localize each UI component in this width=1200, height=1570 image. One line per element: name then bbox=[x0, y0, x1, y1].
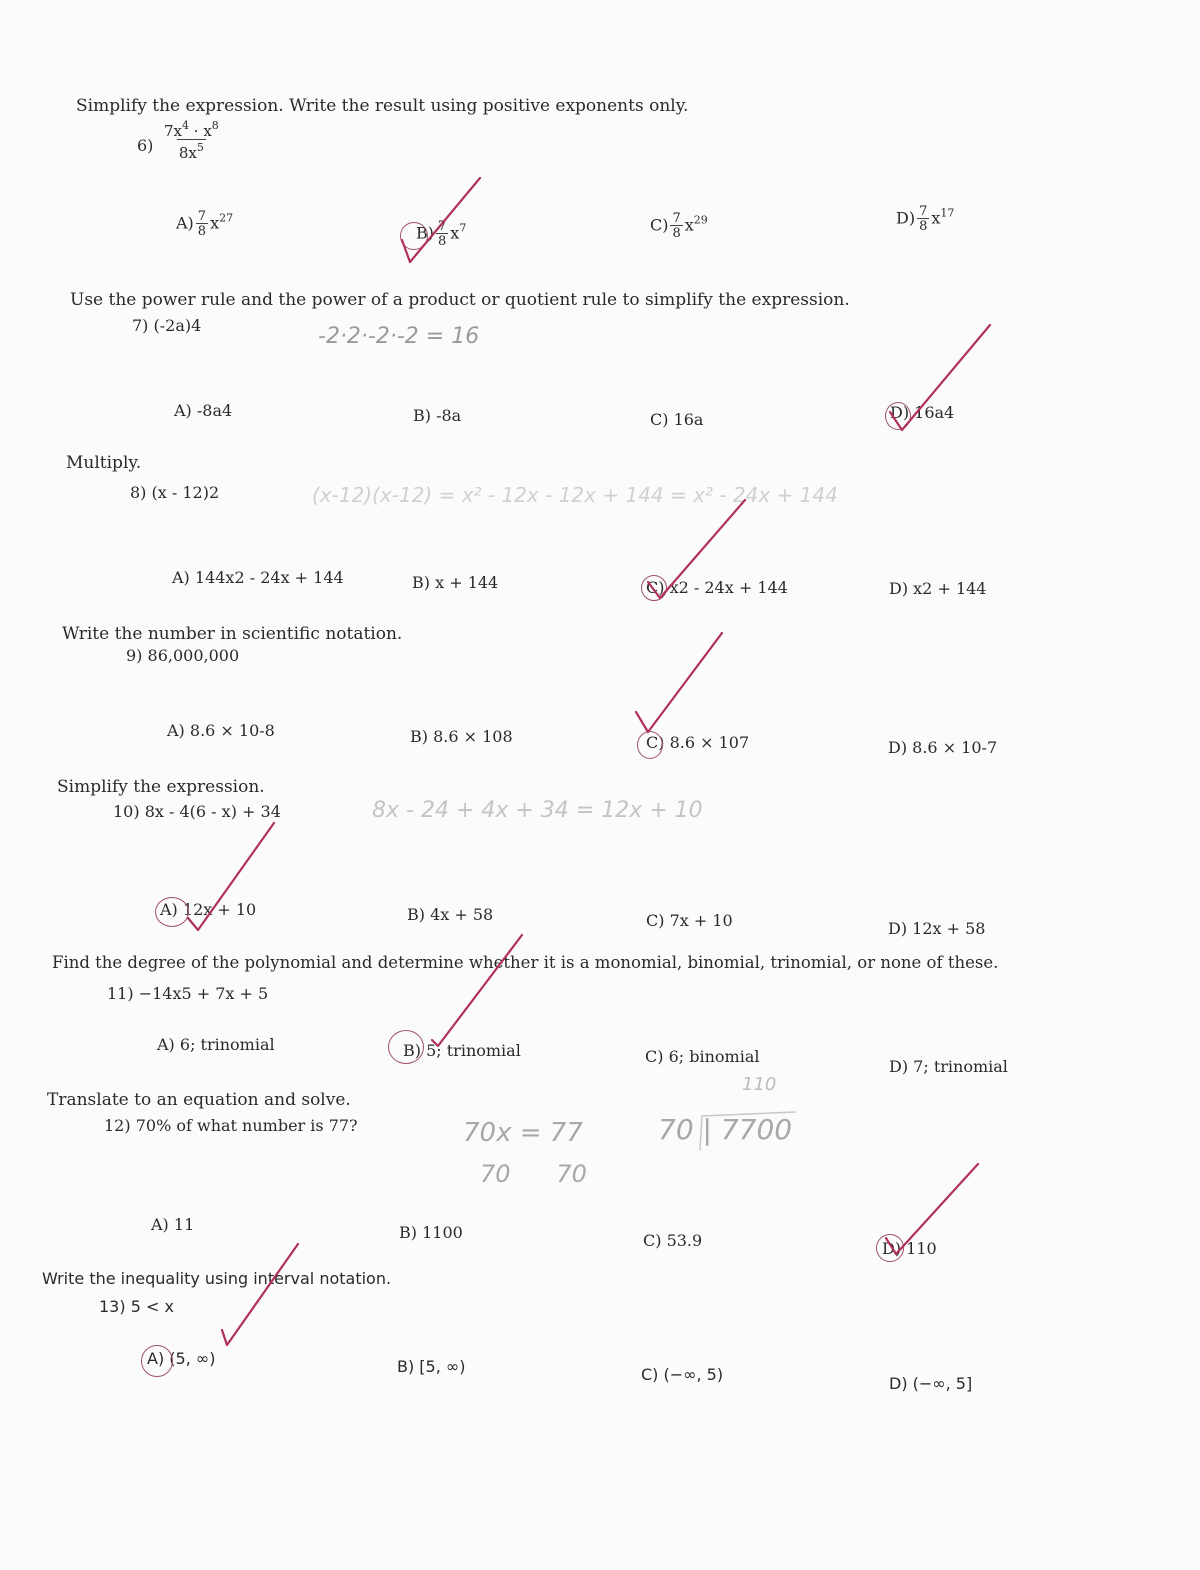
q13-option-d[interactable]: D) (−∞, 5] bbox=[889, 1374, 973, 1393]
q13-prompt: 13) 5 < x bbox=[99, 1297, 174, 1316]
q10-option-a[interactable]: A) 12x + 10 bbox=[160, 900, 257, 919]
q9-checkmark bbox=[636, 633, 722, 732]
q12-option-b[interactable]: B) 1100 bbox=[399, 1223, 463, 1242]
q10-handwritten-work: 8x - 24 + 4x + 34 = 12x + 10 bbox=[372, 798, 703, 823]
q6-number: 6) bbox=[137, 136, 154, 155]
q8-answer-circle bbox=[641, 575, 667, 601]
q10-instruction: Simplify the expression. bbox=[57, 777, 265, 797]
q13-answer-circle bbox=[141, 1345, 173, 1377]
q10-option-b[interactable]: B) 4x + 58 bbox=[407, 905, 494, 924]
q11-instruction: Find the degree of the polynomial and determine whether it is a monomial, binomial, trinomial, or none of these. bbox=[52, 953, 999, 972]
q7-handwritten-work: -2·2·-2·-2 = 16 bbox=[318, 324, 480, 349]
q7-option-a[interactable]: A) -8a4 bbox=[174, 401, 233, 420]
q7-prompt: 7) (-2a)4 bbox=[132, 316, 202, 335]
q9-answer-circle bbox=[637, 731, 663, 759]
q12-answer-circle bbox=[876, 1234, 904, 1262]
q6-instruction: Simplify the expression. Write the result using positive exponents only. bbox=[76, 96, 689, 116]
q9-option-c[interactable]: C) 8.6 × 107 bbox=[646, 733, 750, 752]
q12-prompt: 12) 70% of what number is 77? bbox=[104, 1116, 358, 1135]
q6-option-d[interactable]: D) $\frac{7}{8}$ $x^{17}$ bbox=[896, 204, 955, 234]
q9-instruction: Write the number in scientific notation. bbox=[62, 624, 403, 644]
q7-instruction: Use the power rule and the power of a product or quotient rule to simplify the expression. bbox=[70, 290, 850, 310]
q11-answer-circle bbox=[388, 1030, 424, 1064]
q8-prompt: 8) (x - 12)2 bbox=[130, 483, 220, 502]
q13-instruction: Write the inequality using interval notation. bbox=[42, 1269, 392, 1288]
q13-checkmark bbox=[222, 1244, 298, 1345]
q7-option-d[interactable]: D) 16a4 bbox=[890, 403, 955, 422]
q7-option-b[interactable]: B) -8a bbox=[413, 406, 462, 425]
q9-option-d[interactable]: D) 8.6 × 10-7 bbox=[888, 738, 998, 757]
q11-checkmark bbox=[432, 935, 522, 1046]
q10-option-c[interactable]: C) 7x + 10 bbox=[646, 911, 733, 930]
q13-option-c[interactable]: C) (−∞, 5) bbox=[641, 1365, 724, 1384]
q9-prompt: 9) 86,000,000 bbox=[126, 646, 240, 665]
q8-handwritten-work: (x-12)(x-12) = x² - 12x - 12x + 144 = x² - 24x + 144 bbox=[312, 483, 838, 507]
q12-option-c[interactable]: C) 53.9 bbox=[643, 1231, 703, 1250]
q12-option-a[interactable]: A) 11 bbox=[151, 1215, 195, 1234]
q8-option-b[interactable]: B) x + 144 bbox=[412, 573, 499, 592]
q7-answer-circle bbox=[885, 402, 911, 430]
q11-option-d[interactable]: D) 7; trinomial bbox=[889, 1057, 1008, 1076]
q10-option-d[interactable]: D) 12x + 58 bbox=[888, 919, 986, 938]
q6-option-b[interactable]: B) $\frac{7}{8}$ $x^7$ bbox=[416, 219, 467, 249]
q12-option-d[interactable]: D) 110 bbox=[882, 1239, 937, 1258]
q12-handwritten-equation: 70x = 77 bbox=[463, 1118, 583, 1148]
q11-prompt: 11) −14x5 + 7x + 5 bbox=[107, 984, 269, 1003]
q8-option-a[interactable]: A) 144x2 - 24x + 144 bbox=[172, 568, 344, 587]
q7-option-c[interactable]: C) 16a bbox=[650, 410, 704, 429]
q9-option-b[interactable]: B) 8.6 × 108 bbox=[410, 727, 513, 746]
q8-option-d[interactable]: D) x2 + 144 bbox=[889, 579, 987, 598]
q6-expression: $\frac{7x^4 \cdot x^8}{8x^5}$ bbox=[164, 119, 219, 162]
q8-option-c[interactable]: C) x2 - 24x + 144 bbox=[646, 578, 788, 597]
q11-option-b[interactable]: B) 5; trinomial bbox=[403, 1041, 521, 1060]
q12-instruction: Translate to an equation and solve. bbox=[47, 1090, 351, 1110]
q10-answer-circle bbox=[155, 897, 189, 927]
q8-instruction: Multiply. bbox=[66, 453, 142, 473]
q11-option-c[interactable]: C) 6; binomial bbox=[645, 1047, 760, 1066]
q9-option-a[interactable]: A) 8.6 × 10-8 bbox=[167, 721, 275, 740]
q12-handwritten-longdivision: 70 | 7700 bbox=[658, 1113, 793, 1146]
q6-option-c[interactable]: C) $\frac{7}{8}$ $x^{29}$ bbox=[650, 211, 708, 241]
q6-answer-circle bbox=[400, 222, 428, 250]
q10-prompt: 10) 8x - 4(6 - x) + 34 bbox=[113, 802, 281, 821]
q12-handwritten-quotient: 110 bbox=[742, 1074, 777, 1095]
q6-option-a[interactable]: A) $\frac{7}{8}$ $x^{27}$ bbox=[176, 209, 234, 239]
q11-option-a[interactable]: A) 6; trinomial bbox=[157, 1035, 275, 1054]
q13-option-a[interactable]: A) (5, ∞) bbox=[147, 1349, 216, 1368]
q12-handwritten-divisor: 70 70 bbox=[480, 1160, 587, 1188]
q13-option-b[interactable]: B) [5, ∞) bbox=[397, 1357, 466, 1376]
